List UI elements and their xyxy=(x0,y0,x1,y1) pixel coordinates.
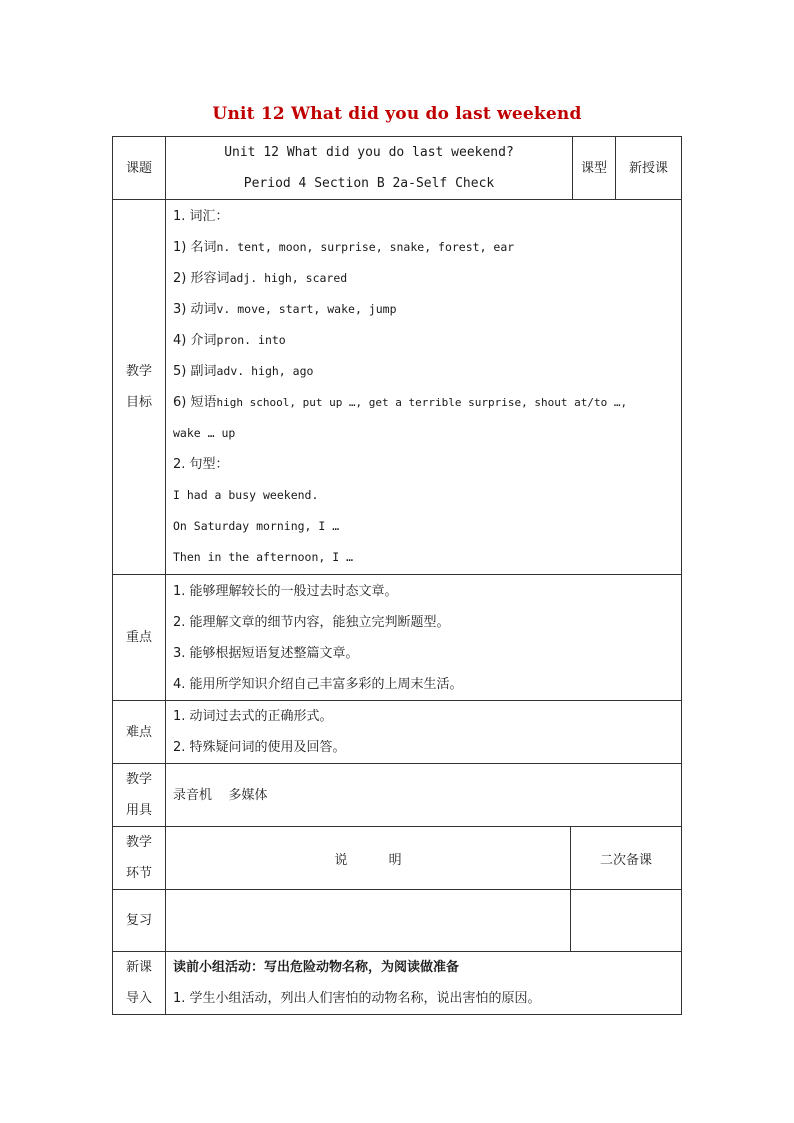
topic-label: 课题 xyxy=(113,137,166,200)
objectives-label-line1: 教学 xyxy=(125,364,152,379)
vocab-item-3 xyxy=(166,294,681,325)
vocab-prefix: 4) 介词 xyxy=(173,333,217,348)
steps-label-line1: 教学 xyxy=(125,835,152,850)
vocab-heading: 1. 词汇： xyxy=(173,209,229,224)
intro-item-1: 1. 学生小组活动，列出人们害怕的动物名称，说出害怕的原因。 xyxy=(173,991,541,1006)
review-row xyxy=(113,890,682,952)
intro-label xyxy=(113,952,166,1015)
key-points-content xyxy=(166,575,682,701)
difficulties-content xyxy=(166,701,682,764)
vocab-prefix: 1) 名词 xyxy=(173,240,217,255)
vocab-item-1 xyxy=(166,232,681,263)
vocab-item-2 xyxy=(166,263,681,294)
objectives-label-line2: 目标 xyxy=(125,395,152,410)
topic-cell xyxy=(166,137,573,200)
objectives-label xyxy=(113,200,166,575)
intro-content xyxy=(166,952,682,1015)
sentence-heading: 2. 句型： xyxy=(173,457,229,472)
vocab-prefix: 2) 形容词 xyxy=(173,271,230,286)
objectives-content xyxy=(166,200,682,575)
key-point-2: 2. 能理解文章的细节内容，能独立完判断题型。 xyxy=(173,614,450,630)
vocab-prefix: 5) 副词 xyxy=(173,364,217,379)
review-label: 复习 xyxy=(113,890,166,952)
vocab-words: high school, put up …, get a terrible surprise, shout at/to …, xyxy=(216,396,628,409)
steps-row xyxy=(113,827,682,890)
topic-line-2: Period 4 Section B 2a-Self Check xyxy=(243,176,495,191)
key-points-label: 重点 xyxy=(113,575,166,701)
steps-label xyxy=(113,827,166,890)
sentence-2: On Saturday morning, I … xyxy=(173,519,340,533)
intro-heading: 读前小组活动：写出危险动物名称，为阅读做准备 xyxy=(173,960,460,975)
vocab-prefix: 6) 短语 xyxy=(173,395,217,410)
objectives-row xyxy=(113,200,682,575)
vocab-words: v. move, start, wake, jump xyxy=(216,302,397,316)
header-row xyxy=(113,137,682,200)
tools-content xyxy=(166,764,682,827)
topic-line-1: Unit 12 What did you do last weekend? xyxy=(224,145,514,160)
intro-label-line2: 导入 xyxy=(125,991,152,1006)
steps-label-line2: 环节 xyxy=(125,866,152,881)
vocab-words: adj. high, scared xyxy=(229,271,348,285)
review-content xyxy=(166,890,571,952)
key-point-4: 4. 能用所学知识介绍自己丰富多彩的上周末生活。 xyxy=(173,676,463,692)
intro-label-line1: 新课 xyxy=(125,960,152,975)
vocab-prefix: 3) 动词 xyxy=(173,302,217,317)
key-point-3: 3. 能够根据短语复述整篇文章。 xyxy=(173,645,359,661)
difficulties-label: 难点 xyxy=(113,701,166,764)
difficulties-row xyxy=(113,701,682,764)
vocab-words: adv. high, ago xyxy=(216,364,314,378)
vocab-words: pron. into xyxy=(216,333,286,347)
second-prep-label: 二次备课 xyxy=(571,827,682,890)
vocab-words: n. tent, moon, surprise, snake, forest, ear xyxy=(216,240,515,254)
type-value: 新授课 xyxy=(616,137,682,200)
key-points-row xyxy=(113,575,682,701)
type-label: 课型 xyxy=(573,137,616,200)
difficulty-2: 2. 特殊疑问词的使用及回答。 xyxy=(173,740,346,755)
vocab-item-6 xyxy=(166,387,681,418)
sentence-1: I had a busy weekend. xyxy=(173,488,319,502)
lesson-plan-table xyxy=(112,136,682,1015)
tools-label-line1: 教学 xyxy=(125,772,152,787)
tools-label-line2: 用具 xyxy=(125,803,152,818)
sentence-3: Then in the afternoon, I … xyxy=(173,550,354,564)
explain-label: 说 明 xyxy=(166,827,571,890)
review-second-prep xyxy=(571,890,682,952)
vocab-continuation: wake … up xyxy=(173,426,236,440)
tools-row xyxy=(113,764,682,827)
key-point-1: 1. 能够理解较长的一般过去时态文章。 xyxy=(173,583,398,599)
vocab-item-4 xyxy=(166,325,681,356)
page-title: Unit 12 What did you do last weekend xyxy=(212,104,582,124)
difficulty-1: 1. 动词过去式的正确形式。 xyxy=(173,709,333,724)
intro-row xyxy=(113,952,682,1015)
tools-value: 录音机 多媒体 xyxy=(173,787,268,803)
tools-label xyxy=(113,764,166,827)
vocab-item-5 xyxy=(166,356,681,387)
